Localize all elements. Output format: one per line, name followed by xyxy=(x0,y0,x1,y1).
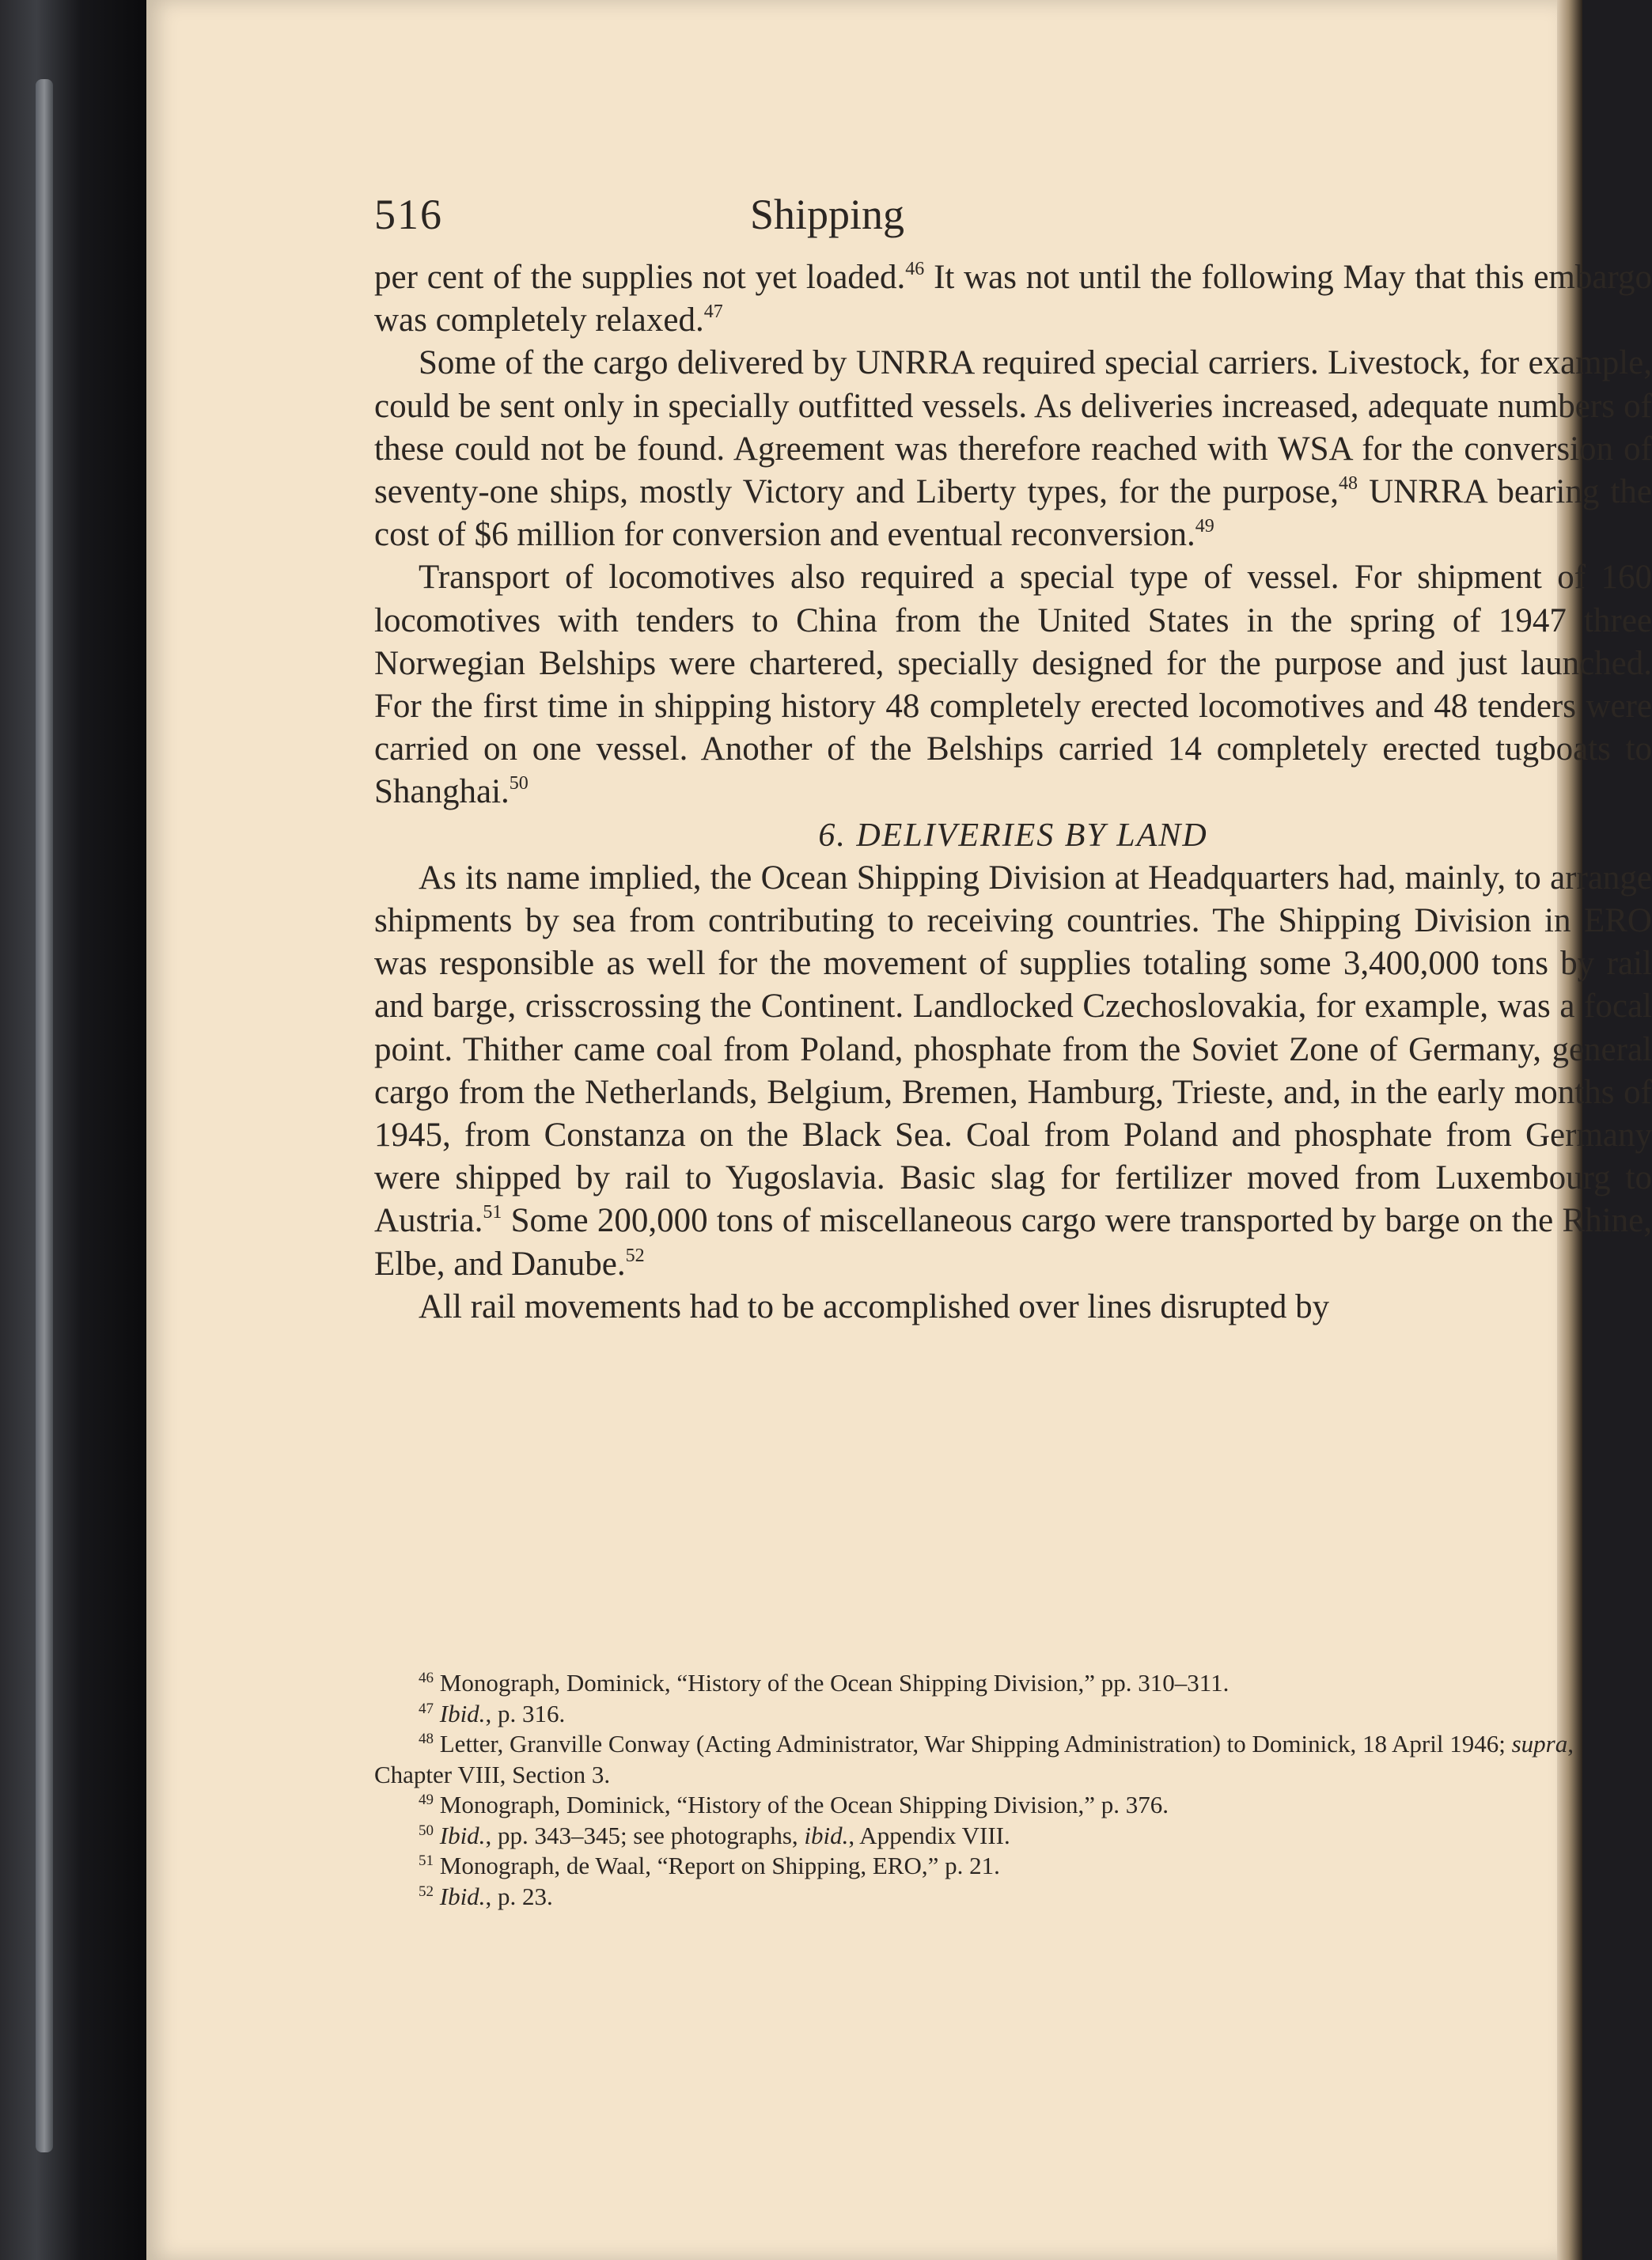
footnote-ref[interactable]: 48 xyxy=(1338,473,1358,495)
footnote-number: 47 xyxy=(419,1700,434,1717)
spine-edge xyxy=(36,79,53,2152)
footnotes xyxy=(374,1668,1652,1912)
book-spine xyxy=(0,0,146,2260)
paragraph: per cent of the supplies not yet loaded.$^{46}$ It was not until the following May that this embargo was completely relaxed.$^{47}$ xyxy=(374,259,1652,339)
footnote xyxy=(374,1882,1652,1913)
footnote-ref[interactable]: 51 xyxy=(483,1202,502,1223)
body-text xyxy=(374,256,1652,1329)
running-title: Shipping xyxy=(749,191,905,238)
footnote-text: , p. 316. xyxy=(485,1699,566,1727)
footnote-text: Letter, Granville Conway (Acting Administrator, War Shipping Administration) to Dominick, 18 April 1946; xyxy=(439,1730,1512,1758)
section-heading: 6. DELIVERIES BY LAND xyxy=(818,817,1208,854)
footnote-text: Monograph, Dominick, “History of the Ocean Shipping Division,” pp. 310–311. xyxy=(439,1669,1230,1697)
footnote-text: Ibid. xyxy=(439,1699,486,1727)
footnote-text: , p. 23. xyxy=(485,1882,553,1910)
footnote-text: Monograph, Dominick, “History of the Ocean Shipping Division,” p. 376. xyxy=(439,1791,1169,1818)
footnote-ref[interactable]: 49 xyxy=(1195,516,1214,537)
paragraph: Transport of locomotives also required a special type of vessel. For shipment of 160 locomotives with tenders to China from the United States in the spring of 1947 three Norwegian Belships were chartered, specially designed for the purpose and just launched. For the first time in shipping history 48 completely erected locomotives and 48 tenders were carried on one vessel. Another of the Belships carried 14 completely erected tugboats to Shanghai.$^{50}$ xyxy=(374,559,1652,811)
footnote-number: 50 xyxy=(419,1822,434,1839)
footnote-number: 51 xyxy=(419,1852,434,1869)
page-number: 516 xyxy=(374,191,443,238)
running-header xyxy=(228,190,1427,253)
footnote-text: supra xyxy=(1511,1730,1568,1758)
footnote xyxy=(374,1790,1652,1821)
footnote-number: 49 xyxy=(419,1792,434,1808)
footnote-text: Ibid. xyxy=(439,1882,486,1910)
footnote-text: Ibid. xyxy=(439,1821,486,1849)
footnote-ref[interactable]: 50 xyxy=(509,773,529,794)
footnote xyxy=(374,1668,1652,1699)
paragraph: All rail movements had to be accomplished over lines disrupted by xyxy=(419,1287,1330,1325)
paragraph: As its name implied, the Ocean Shipping Division at Headquarters had, mainly, to arrange shipments by sea from contributing to receiving countries. The Shipping Division in ERO was responsible as well for the movement of supplies totaling some 3,400,000 tons by rail and barge, crisscrossing the Continent. Landlocked Czechoslovakia, for example, was a focal point. Thither came coal from Poland, phosphate from the Soviet Zone of Germany, general cargo from the Netherlands, Belgium, Bremen, Hamburg, Trieste, and, in the early months of 1945, from Constanza on the Black Sea. Coal from Poland and phosphate from Germany were shipped by rail to Yugoslavia. Basic slag for fertilizer moved from Luxembourg to Austria.$^{51}$ Some 200,000 tons of miscellaneous cargo were transported by barge on the Rhine, Elbe, and Danube.$^{52}$ xyxy=(374,859,1652,1283)
footnote-text: ibid. xyxy=(804,1821,849,1849)
footnote-number: 52 xyxy=(419,1883,434,1900)
footnote-ref[interactable]: 52 xyxy=(625,1245,645,1266)
footnote-ref[interactable]: 47 xyxy=(703,301,723,323)
footnote-text: , pp. 343–345; see photographs, xyxy=(485,1821,805,1849)
footnote-text: Monograph, de Waal, “Report on Shipping, ERO,” p. 21. xyxy=(439,1852,1000,1879)
footnote xyxy=(374,1821,1652,1852)
paragraph: Some of the cargo delivered by UNRRA required special carriers. Livestock, for example, could be sent only in specially outfitted vessels. As deliveries increased, adequate numbers of these could not be found. Agreement was therefore reached with WSA for the conversion of seventy-one ships, mostly Victory and Liberty types, for the purpose,$^{48}$ UNRRA bearing the cost of $6 million for conversion and eventual reconversion.$^{49}$ xyxy=(374,344,1652,554)
footnote xyxy=(374,1729,1652,1790)
footnote-number: 46 xyxy=(419,1670,434,1686)
footnote-text: , Chapter VIII, Section 3. xyxy=(374,1730,1574,1788)
footnote xyxy=(374,1699,1652,1730)
footnote-number: 48 xyxy=(419,1731,434,1747)
footnote-text: , Appendix VIII. xyxy=(848,1821,1010,1849)
footnote xyxy=(374,1851,1652,1882)
footnote-ref[interactable]: 46 xyxy=(905,259,925,279)
